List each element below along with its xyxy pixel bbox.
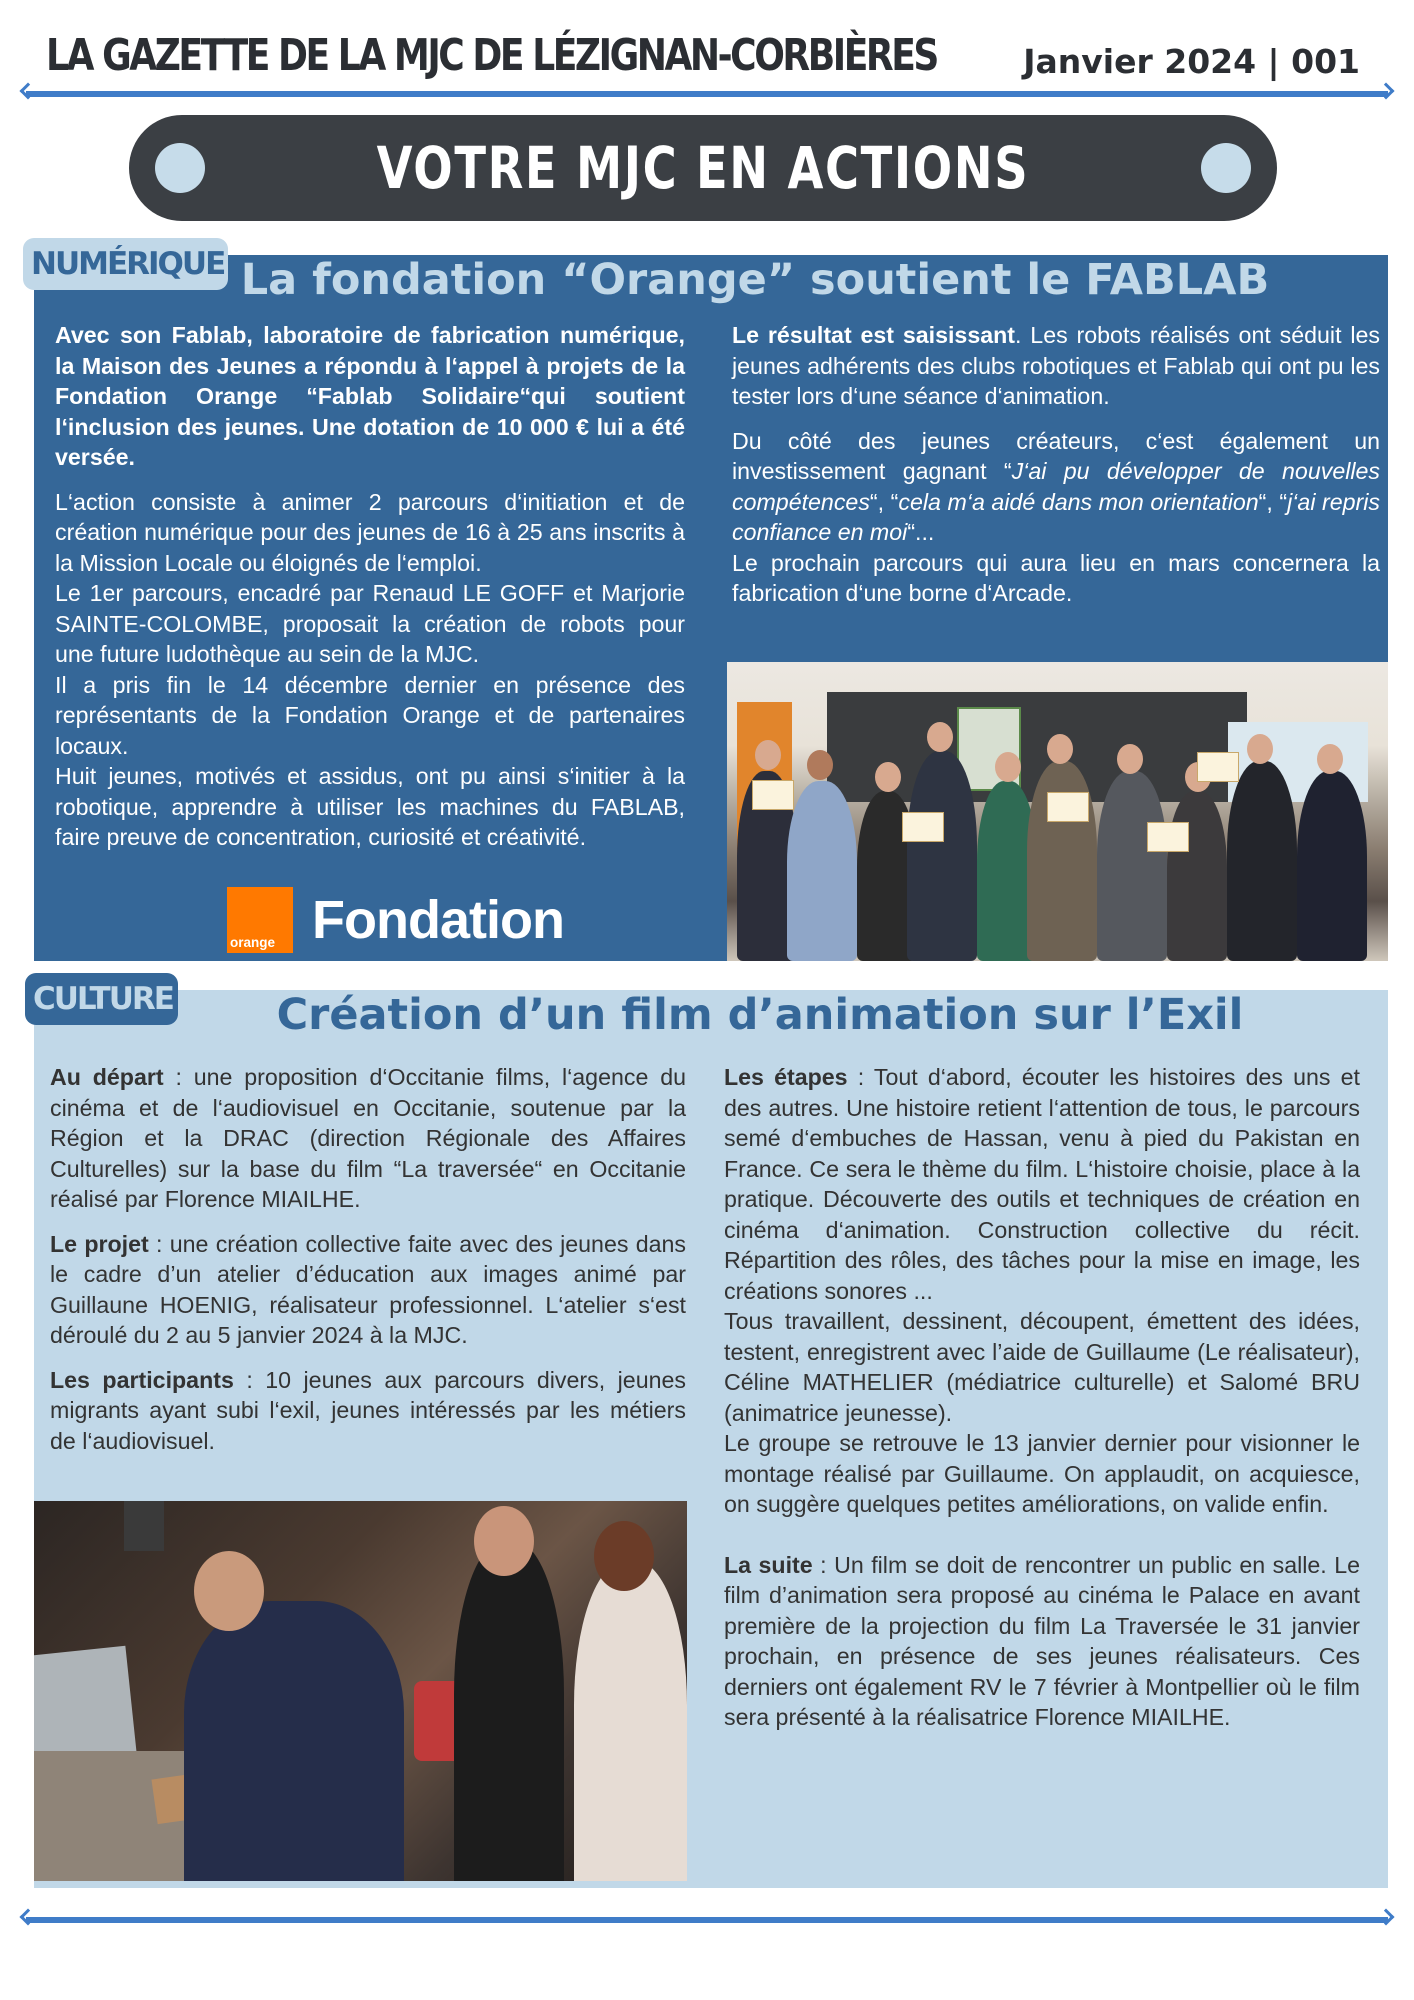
section-numerique (34, 255, 1388, 961)
numerique-article-title: La fondation “Orange” soutient le FABLAB (240, 255, 1270, 305)
culture-project: Le projet : une création collective faite avec des jeunes dans le cadre d’un atelier d’éducation aux images animé par Guillaune HOENIG, réalisateur professionnel. L‘atelier s‘est déroulé du 2 au 5 janvier 2024 à la MJC. (50, 1230, 686, 1348)
culture-participants: Les participants : 10 jeunes aux parcours divers, jeunes migrants ayant subi l‘exil, jeunes intéressés par les métiers de l‘audiovisuel. (50, 1366, 686, 1454)
numerique-right-column (732, 320, 1380, 609)
culture-paragraph: Le groupe se retrouve le 13 janvier dernier pour visionner le montage réalisé par Guillaume. On applaudit, on acquiesce, on suggère quelques petites améliorations, on valide enfin. (724, 1430, 1360, 1517)
numerique-paragraph: Le 1er parcours, encadré par Renaud LE GOFF et Marjorie SAINTE-COLOMBE, proposait la création de robots pour une future ludothèque au sein de la MJC. (55, 580, 685, 667)
section-tag-culture: CULTURE (25, 973, 178, 1025)
numerique-next: Le prochain parcours qui aura lieu en mars concernera la fabrication d‘une borne d‘Arcade. (732, 549, 1380, 606)
numerique-paragraph: Huit jeunes, motivés et assidus, ont pu ainsi s‘initier à la robotique, apprendre à utiliser les machines du FABLAB, faire preuve de concentration, curiosité et créativité. (55, 763, 685, 850)
section-culture (34, 990, 1388, 1888)
culture-left-column (50, 1062, 686, 1470)
numerique-paragraph: L‘action consiste à animer 2 parcours d‘initiation et de création numérique pour des jeunes de 16 à 25 ans inscrits à la Mission Locale ou éloignés de l‘emploi. (55, 488, 685, 576)
numerique-paragraph: Il a pris fin le 14 décembre dernier en présence des représentants de la Fondation Orange et de partenaires locaux. (55, 671, 685, 759)
top-divider (26, 91, 1388, 97)
culture-paragraph: Tous travaillent, dessinent, découpent, émettent des idées, testent, enregistrent avec l’aide de Guillaume (Le réalisateur), Céline MATHELIER (médiatrice culturelle) et Salomé BRU (animatrice jeunesse). (724, 1308, 1360, 1426)
numerique-intro: Avec son Fablab, laboratoire de fabrication numérique, la Maison des Jeunes a répondu à l‘appel à projets de la Fondation Orange “Fablab Solidaire“qui soutient l‘inclusion des jeunes. Une dotation de 10 000 € lui a été versée. (55, 322, 685, 470)
culture-right-column (724, 1062, 1360, 1733)
section-tag-numerique: NUMÉRIQUE (23, 238, 228, 290)
headline-banner (129, 115, 1277, 221)
fondation-wordmark: Fondation (312, 890, 564, 950)
issue-date: Janvier 2024 | 001 (1023, 42, 1360, 81)
culture-start: Au départ : une proposition d‘Occitanie films, l‘agence du cinéma et de l‘audiovisuel en Occitanie, soutenue par la Région et la DRAC (direction Régionale des Affaires Culturelles) sur la base du film “La traversée“ en Occitanie réalisé par Florence MIAILHE. (50, 1064, 686, 1212)
numerique-result: Le résultat est saisissant. Les robots réalisés ont séduit les jeunes adhérents des clubs robotiques et Fablab qui ont pu les tester lors d‘une séance d‘animation. (732, 322, 1380, 409)
numerique-testimonials: Du côté des jeunes créateurs, c‘est également un investissement gagnant “J‘ai pu développer de nouvelles compétences“, “cela m‘a aidé dans mon orientation“, “j‘ai repris confiance en moi“... (732, 427, 1381, 545)
bottom-divider (26, 1917, 1388, 1923)
numerique-left-column (55, 320, 685, 853)
culture-steps: Les étapes : Tout d‘abord, écouter les histoires des uns et des autres. Une histoire retient l‘attention de tous, le parcours semé d‘embuches de Hassan, venu à pied du Pakistan en France. Ce sera le thème du film. L‘histoire choisie, place à la pratique. Découverte des outils et techniques de création en cinéma d‘animation. Construction collective du récit. Répartition des rôles, des tâches pour la mise en image, les créations sonores ... (724, 1064, 1360, 1304)
culture-article-title: Création d’un film d’animation sur l’Exil (276, 990, 1244, 1040)
banner-dot-right (1201, 143, 1251, 193)
orange-logo-icon: orange (227, 887, 293, 953)
gazette-title: LA GAZETTE DE LA MJC DE LÉZIGNAN-CORBIÈRES (46, 30, 937, 81)
fablab-group-photo (727, 662, 1388, 961)
banner-title: VOTRE MJC EN ACTIONS (376, 134, 1030, 202)
culture-next: La suite : Un film se doit de rencontrer un public en salle. Le film d’animation sera proposé au cinéma le Palace en avant première de la projection du film La Traversée le 31 janvier prochain, en présence de ses jeunes réalisateurs. Ces derniers ont également RV le 7 février à Montpellier où le film sera présenté à la réalisatrice Florence MIAILHE. (724, 1551, 1361, 1730)
animation-workshop-photo (34, 1501, 687, 1881)
